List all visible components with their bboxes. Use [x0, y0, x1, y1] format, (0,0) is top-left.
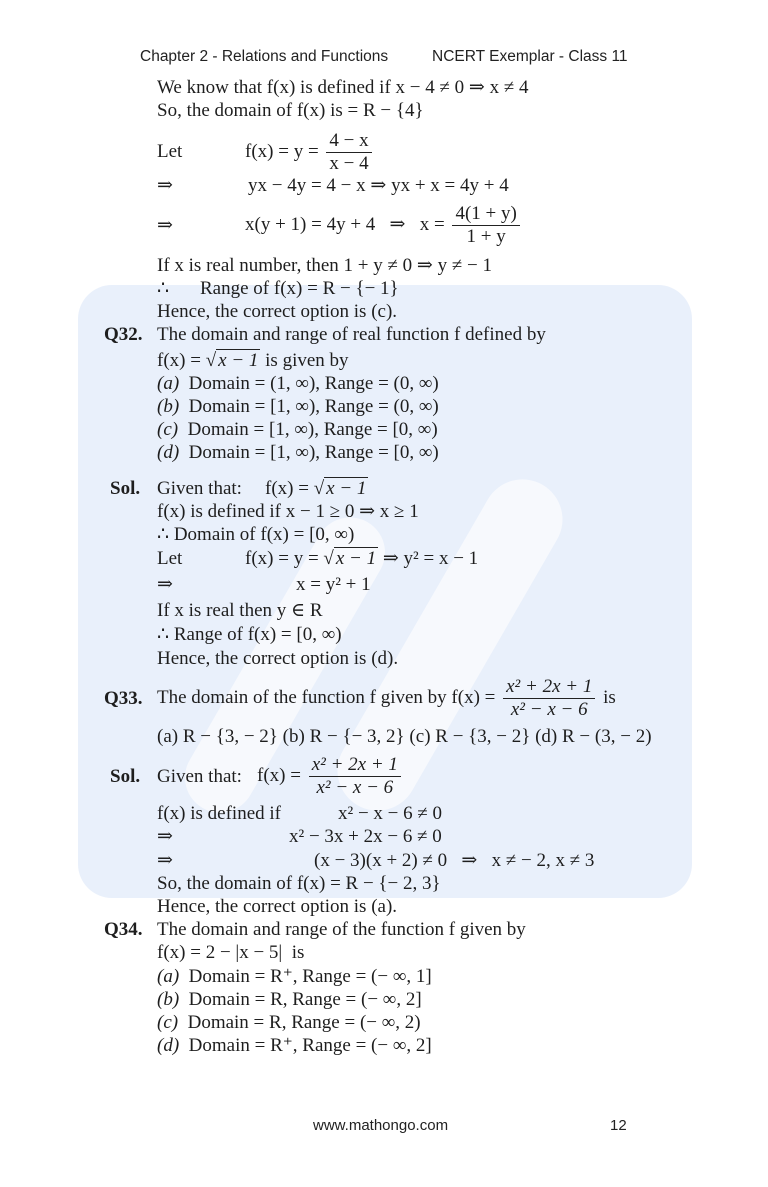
text-line: If x is real then y ∈ R	[157, 600, 323, 621]
option-key: (c)	[157, 1012, 179, 1033]
equation: f(x) = √ x − 1	[265, 478, 367, 499]
radicand: x − 1	[335, 548, 377, 569]
equation	[257, 754, 404, 799]
answer-line: Hence, the correct option is (c).	[157, 301, 398, 322]
equation: x² − 3x + 2x − 6 ≠ 0	[289, 826, 442, 847]
equation-lhs: x(y + 1) = 4y + 4 ⇒ x =	[245, 213, 445, 235]
equation-rhs: ⇒ y² = x − 1	[382, 548, 479, 569]
option-b	[157, 396, 439, 418]
option-key: (a)	[157, 373, 180, 394]
option-key: (b)	[157, 396, 180, 417]
numerator: x² + 2x + 1	[309, 754, 401, 777]
text-line: Given that:	[157, 478, 242, 499]
text-line: f(x) is defined if	[157, 803, 281, 824]
text-line: Let	[157, 548, 183, 569]
therefore-symbol: ∴	[157, 278, 170, 299]
fraction	[309, 754, 401, 799]
equation	[245, 203, 523, 248]
option-text: Domain = R⁺, Range = (− ∞, 2]	[188, 1035, 432, 1056]
implies-symbol: ⇒	[157, 215, 173, 236]
text-line: ∴ Domain of f(x) = [0, ∞)	[157, 524, 355, 545]
numerator: x² + 2x + 1	[503, 676, 595, 699]
option-b	[157, 989, 422, 1011]
equation: f(x) = 2 − |x − 5| is	[157, 942, 305, 963]
solution-label: Sol.	[110, 766, 141, 787]
equation-lhs: f(x) = y =	[245, 548, 319, 569]
book-title: NCERT Exemplar - Class 11	[432, 48, 628, 65]
option-key: (a)	[157, 966, 180, 987]
denominator: x − 4	[329, 153, 369, 174]
question-text: The domain and range of real function f defined by	[157, 324, 546, 345]
option-a	[157, 966, 432, 988]
option-key: (b)	[157, 989, 180, 1010]
answer-line: Hence, the correct option is (a).	[157, 896, 398, 917]
radicand: x − 1	[218, 350, 259, 371]
equation: yx − 4y = 4 − x ⇒ yx + x = 4y + 4	[248, 175, 509, 196]
page-number: 12	[610, 1117, 627, 1134]
text: is	[603, 686, 616, 708]
numerator: 4 − x	[326, 130, 371, 153]
option-text: Domain = [1, ∞), Range = [0, ∞)	[188, 442, 439, 463]
text-line: Let	[157, 141, 183, 162]
numerator: 4(1 + y)	[452, 203, 519, 226]
text-line: So, the domain of f(x) is = R − {4}	[157, 100, 424, 121]
text-line: ∴ Range of f(x) = [0, ∞)	[157, 624, 342, 645]
option-key: (d)	[157, 1035, 180, 1056]
question-label: Q32.	[104, 324, 143, 345]
options-line: (a) R − {3, − 2} (b) R − {− 3, 2} (c) R − {3, − 2} (d) R − (3, − 2)	[157, 726, 652, 747]
option-a	[157, 373, 439, 395]
text-line: Range of f(x) = R − {− 1}	[200, 278, 399, 299]
option-text: Domain = [1, ∞), Range = [0, ∞)	[187, 419, 438, 440]
equation-lhs: f(x) =	[257, 764, 301, 786]
question-label: Q33.	[104, 688, 143, 709]
chapter-title: Chapter 2 - Relations and Functions	[140, 48, 389, 65]
radicand: x − 1	[326, 478, 367, 499]
option-c	[157, 419, 438, 441]
question-text: The domain and range of the function f given by	[157, 919, 526, 940]
text-line: So, the domain of f(x) = R − {− 2, 3}	[157, 873, 441, 894]
text-line: f(x) is defined if x − 1 ≥ 0 ⇒ x ≥ 1	[157, 501, 419, 522]
question-label: Q34.	[104, 919, 143, 940]
text: is given by	[265, 350, 349, 371]
equation-lhs: f(x) =	[265, 478, 309, 499]
equation-lhs: f(x) = y =	[245, 140, 319, 162]
denominator: x² − x − 6	[510, 699, 588, 720]
text-line: If x is real number, then 1 + y ≠ 0 ⇒ y ≠ − 1	[157, 255, 492, 276]
equation: f(x) = y = √ x − 1 ⇒ y² = x − 1	[245, 548, 479, 569]
denominator: x² − x − 6	[316, 777, 394, 798]
text: The domain of the function f given by f(x) =	[157, 686, 496, 708]
equation: x² − x − 6 ≠ 0	[338, 803, 443, 824]
equation: f(x) = √ x − 1 is given by	[157, 350, 349, 371]
implies-symbol: ⇒	[157, 850, 173, 871]
option-text: Domain = [1, ∞), Range = (0, ∞)	[188, 396, 439, 417]
option-text: Domain = R⁺, Range = (− ∞, 1]	[188, 966, 432, 987]
option-d	[157, 442, 439, 464]
option-c	[157, 1012, 421, 1034]
question-text	[157, 676, 616, 721]
option-key: (d)	[157, 442, 180, 463]
option-text: Domain = (1, ∞), Range = (0, ∞)	[188, 373, 439, 394]
equation-lhs: f(x) =	[157, 350, 201, 371]
option-d	[157, 1035, 432, 1057]
equation: (x − 3)(x + 2) ≠ 0 ⇒ x ≠ − 2, x ≠ 3	[314, 850, 595, 871]
option-text: Domain = R, Range = (− ∞, 2]	[188, 989, 422, 1010]
option-text: Domain = R, Range = (− ∞, 2)	[187, 1012, 421, 1033]
equation	[245, 130, 375, 175]
text-line: Given that:	[157, 766, 242, 787]
implies-symbol: ⇒	[157, 574, 173, 595]
fraction	[503, 676, 595, 721]
fraction	[326, 130, 371, 175]
equation: x = y² + 1	[296, 574, 371, 595]
denominator: 1 + y	[466, 226, 506, 247]
fraction	[452, 203, 519, 248]
text-line: We know that f(x) is defined if x − 4 ≠ 0 ⇒ x ≠ 4	[157, 77, 529, 98]
answer-line: Hence, the correct option is (d).	[157, 648, 399, 669]
implies-symbol: ⇒	[157, 175, 173, 196]
implies-symbol: ⇒	[157, 826, 173, 847]
solution-label: Sol.	[110, 478, 141, 499]
option-key: (c)	[157, 419, 179, 440]
website-link[interactable]: www.mathongo.com	[313, 1117, 449, 1134]
